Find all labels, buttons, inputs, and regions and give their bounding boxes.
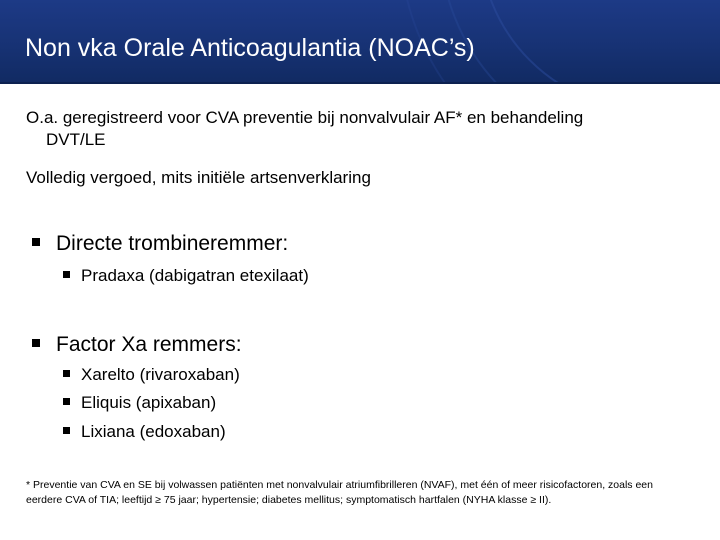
- list-item-label: Pradaxa (dabigatran etexilaat): [81, 266, 309, 285]
- list-item-label: Eliquis (apixaban): [81, 393, 217, 412]
- list-item-label: Xarelto (rivaroxaban): [81, 365, 240, 384]
- group-heading-label: Factor Xa remmers:: [56, 333, 242, 356]
- list-item-label: Lixiana (edoxaban): [81, 422, 226, 441]
- bullet-square-icon: [63, 370, 70, 377]
- registration-line-2: DVT/LE: [46, 130, 106, 149]
- list-item: [63, 422, 226, 442]
- reimbursement-text: Volledig vergoed, mits initiële artsenverklaring: [26, 168, 371, 187]
- registration-line-1: O.a. geregistreerd voor CVA preventie bij nonvalvulair AF* en behandeling: [26, 108, 584, 127]
- list-item: [63, 365, 240, 385]
- page-title: Non vka Orale Anticoagulantia (NOAC’s): [25, 34, 475, 62]
- footnote: * Preventie van CVA en SE bij volwassen patiënten met nonvalvulair atriumfibrilleren (NVAF), met één of meer risicofactoren, zoals een eerdere CVA of TIA; leeftijd ≥ 75 jaar; hypertensie; diabetes mellitus; symptomatisch hartfalen (NYHA klasse ≥ II).: [26, 479, 653, 506]
- registration-text: [26, 107, 706, 151]
- list-item: [63, 266, 309, 286]
- group-heading-label: Directe trombineremmer:: [56, 232, 289, 255]
- list-item: [63, 393, 216, 413]
- bullet-square-icon: [63, 398, 70, 405]
- group-heading-factor-xa: [32, 333, 242, 357]
- bullet-square-icon: [32, 339, 40, 347]
- bullet-square-icon: [32, 238, 40, 246]
- header-bar: [0, 0, 720, 84]
- bullet-square-icon: [63, 271, 70, 278]
- bullet-square-icon: [63, 427, 70, 434]
- group-heading-thrombin: [32, 232, 288, 256]
